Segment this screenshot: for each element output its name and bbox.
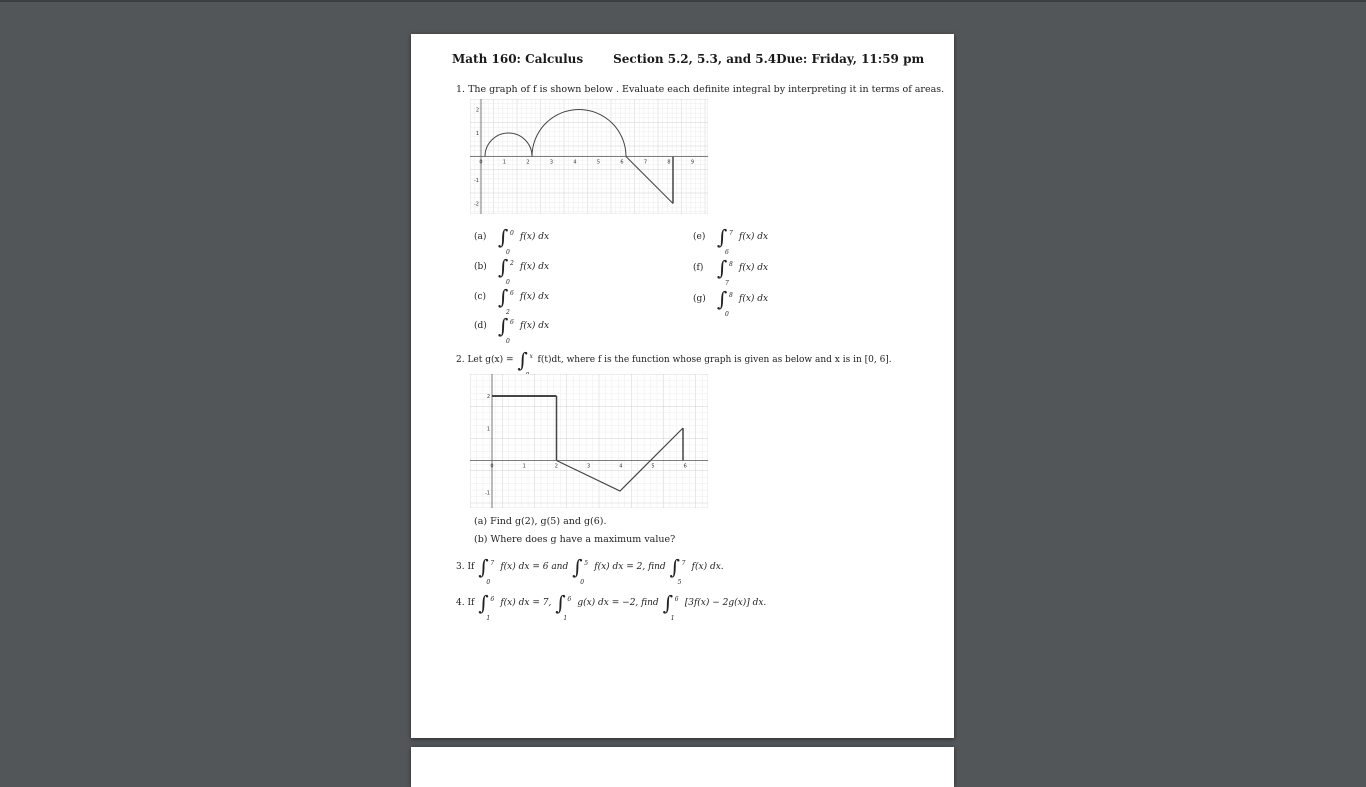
upper-limit: 7 <box>490 560 495 567</box>
q1-part-d <box>474 314 550 345</box>
q3-expr-1: f(x) dx = 6 and <box>500 562 569 572</box>
q1-part-a <box>474 225 550 256</box>
x-tick-label: 1 <box>522 463 526 470</box>
lower-limit: 0 <box>725 311 729 318</box>
y-tick-label: -1 <box>474 178 479 184</box>
q2-part-b: (b) Where does g have a maximum value? <box>474 534 676 545</box>
x-tick-label: 6 <box>620 159 624 166</box>
integral-sign: ∫ x <box>518 350 530 370</box>
part-label: (d) <box>474 321 487 331</box>
upper-limit: 6 <box>674 596 679 603</box>
section-title: Section 5.2, 5.3, and 5.4 <box>613 52 777 66</box>
integrand: f(x) dx <box>739 232 769 242</box>
x-tick-label: 8 <box>667 159 671 166</box>
q2-prompt <box>456 350 892 370</box>
x-tick-label: 2 <box>526 159 530 166</box>
part-label: (f) <box>693 263 704 273</box>
q2-graph <box>470 374 708 508</box>
integral-sign: ∫ 8 7 <box>717 258 729 278</box>
integrand: f(x) dx <box>739 294 769 304</box>
upper-limit: 8 <box>729 261 733 268</box>
upper-limit: 6 <box>510 290 514 297</box>
q4-expr-2: g(x) dx = −2, find <box>577 598 659 608</box>
part-label: (g) <box>693 294 706 304</box>
x-tick-label: 3 <box>587 463 591 470</box>
lower-limit: 7 <box>725 280 729 287</box>
integral-sign: ∫ 7 5 <box>670 557 682 577</box>
lower-limit: 2 <box>506 309 510 316</box>
lower-limit: 5 <box>677 579 682 586</box>
q3-label: 3. If <box>456 562 475 572</box>
x-tick-label: 4 <box>573 159 577 166</box>
document-page-2 <box>411 747 954 787</box>
lower-limit: 6 <box>725 249 729 256</box>
q2-part-a: (a) Find g(2), g(5) and g(6). <box>474 516 607 527</box>
q1-part-g <box>693 287 769 318</box>
x-tick-label: 1 <box>502 159 507 166</box>
q1-part-f <box>693 256 769 287</box>
upper-limit: 6 <box>490 596 495 603</box>
q1-prompt: 1. The graph of f is shown below . Evaluate each definite integral by interpreting it in terms of areas. <box>456 84 945 95</box>
integral-sign: ∫ 6 1 <box>663 593 675 613</box>
lower-limit: 1 <box>670 615 675 622</box>
q4-expr-1: f(x) dx = 7, <box>500 598 552 608</box>
integral-sign: ∫ 8 0 <box>717 289 729 309</box>
upper-limit: 8 <box>729 292 733 299</box>
lower-limit: 0 <box>580 579 585 586</box>
integral-sign: ∫ 6 0 <box>498 316 510 336</box>
q1-part-b <box>474 255 550 286</box>
q2-prompt-post: f(t)dt, where f is the function whose graph is given as below and x is in [0, 6]. <box>537 355 892 365</box>
y-tick-label: 1 <box>475 131 479 137</box>
q1-part-e <box>693 225 769 256</box>
part-label: (a) <box>474 232 487 242</box>
lower-limit: 0 <box>506 279 510 286</box>
upper-limit: 5 <box>584 560 589 567</box>
x-tick-label: 0 <box>490 463 494 470</box>
x-tick-label: 4 <box>619 463 623 470</box>
integral-sign: ∫ 7 6 <box>717 227 729 247</box>
y-tick-label: -1 <box>485 490 490 497</box>
part-label: (e) <box>693 232 706 242</box>
q4-label: 4. If <box>456 598 475 608</box>
integral-sign: ∫ 6 1 <box>555 593 567 613</box>
viewer-top-edge <box>0 0 1366 2</box>
integrand: f(x) dx <box>520 292 550 302</box>
lower-limit: 1 <box>486 615 491 622</box>
integrand: f(x) dx <box>520 321 550 331</box>
lower-limit: 0 <box>486 579 491 586</box>
y-tick-label: 2 <box>486 394 490 401</box>
integral-sign: ∫ 2 0 <box>498 257 510 277</box>
x-tick-label: 7 <box>643 159 648 166</box>
page-header <box>452 52 925 66</box>
q1-graph <box>470 99 708 214</box>
integral-sign: ∫ 5 0 <box>572 557 584 577</box>
lower-limit: 0 <box>506 249 510 256</box>
x-tick-label: 5 <box>651 463 655 470</box>
q1-part-c <box>474 285 550 316</box>
upper-limit: 0 <box>510 230 514 237</box>
integral-sign: ∫ 6 1 <box>478 593 490 613</box>
part-label: (c) <box>474 292 487 302</box>
lower-limit: 0 <box>506 338 510 345</box>
integral-sign: ∫ 7 0 <box>478 557 490 577</box>
upper-limit: x <box>529 353 533 360</box>
lower-limit: 1 <box>563 615 568 622</box>
q3-expr-3: f(x) dx. <box>691 562 724 572</box>
q3-line <box>456 555 724 586</box>
q4-expr-3: [3f(x) − 2g(x)] dx. <box>684 598 767 608</box>
x-tick-label: 2 <box>554 463 558 470</box>
y-tick-label: 2 <box>475 107 479 114</box>
integral-sign: ∫ 0 0 <box>498 227 510 247</box>
x-tick-label: 3 <box>549 159 554 166</box>
upper-limit: 7 <box>681 560 686 567</box>
course-title: Math 160: Calculus <box>452 52 584 66</box>
x-tick-label: 9 <box>690 159 695 166</box>
q4-line <box>456 591 767 622</box>
upper-limit: 2 <box>510 260 514 267</box>
y-tick-label: -2 <box>474 201 479 208</box>
document-page-1 <box>411 34 954 738</box>
integral-sign: ∫ 6 2 <box>498 287 510 307</box>
x-tick-label: 6 <box>683 463 687 470</box>
q3-expr-2: f(x) dx = 2, find <box>594 562 666 572</box>
x-tick-label: 5 <box>596 159 601 166</box>
upper-limit: 6 <box>510 319 514 326</box>
part-label: (b) <box>474 262 487 272</box>
integrand: f(x) dx <box>520 232 550 242</box>
integrand: f(x) dx <box>520 262 550 272</box>
x-tick-label: 0 <box>479 159 483 166</box>
q2-prompt-pre: 2. Let g(x) = <box>456 355 514 365</box>
due-date: Due: Friday, 11:59 pm <box>776 52 925 66</box>
y-tick-label: 1 <box>486 426 490 433</box>
upper-limit: 6 <box>567 596 572 603</box>
upper-limit: 7 <box>729 230 733 237</box>
integrand: f(x) dx <box>739 263 769 273</box>
